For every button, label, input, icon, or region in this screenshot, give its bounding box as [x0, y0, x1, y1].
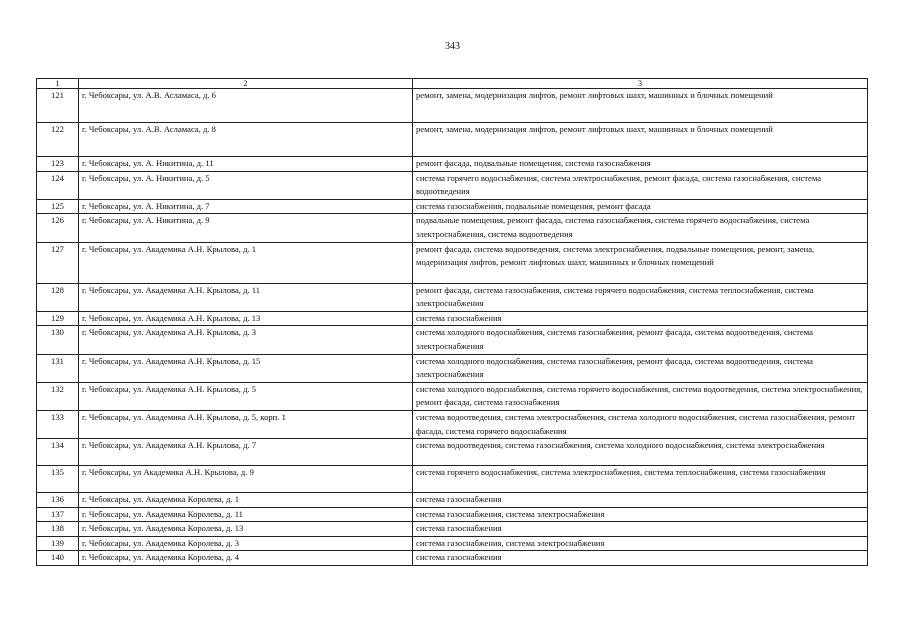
- table-row: [37, 536, 868, 551]
- row-address: г. Чебоксары, ул. А.В. Асламаса, д. 8: [79, 123, 413, 157]
- row-address: г. Чебоксары, ул. А. Никитина, д. 11: [79, 157, 413, 172]
- row-number: 132: [37, 382, 79, 410]
- row-works: ремонт фасада, система водоотведения, система электроснабжения, подвальные помещения, ремонт, замена, модернизация лифтов, ремонт лифтовых шахт, машинных и блочных помещений: [413, 242, 868, 283]
- row-address: г. Чебоксары, ул. А.В. Асламаса, д. 6: [79, 89, 413, 123]
- row-address: г. Чебоксары, ул. Академика Королева, д. 4: [79, 551, 413, 566]
- row-address: г. Чебоксары, ул. А. Никитина, д. 5: [79, 171, 413, 199]
- row-address: г. Чебоксары, ул. Академика А.Н. Крылова, д. 5, корп. 1: [79, 410, 413, 438]
- row-works: система газоснабжения, подвальные помещения, ремонт фасада: [413, 199, 868, 214]
- row-works: система газоснабжения: [413, 551, 868, 566]
- row-works: система водоотведения, система газоснабжения, система холодного водоснабжения, система электроснабжения: [413, 439, 868, 466]
- table-row: [37, 354, 868, 382]
- row-number: 124: [37, 171, 79, 199]
- page-number: 343: [445, 41, 460, 52]
- row-address: г. Чебоксары, ул. Академика Королева, д. 13: [79, 522, 413, 537]
- row-works: ремонт фасада, система газоснабжения, система горячего водоснабжения, система теплоснабжения, система электроснабжения: [413, 283, 868, 311]
- header-col-2: 2: [79, 79, 413, 89]
- row-number: 138: [37, 522, 79, 537]
- row-works: система газоснабжения: [413, 493, 868, 508]
- row-works: ремонт, замена, модернизация лифтов, ремонт лифтовых шахт, машинных и блочных помещений: [413, 89, 868, 123]
- row-works: система газоснабжения: [413, 522, 868, 537]
- row-address: г. Чебоксары, ул. Академика Королева, д. 11: [79, 507, 413, 522]
- table-row: [37, 283, 868, 311]
- row-address: г. Чебоксары, ул. Академика А.Н. Крылова, д. 5: [79, 382, 413, 410]
- row-address: г. Чебоксары, ул Академика А.Н. Крылова, д. 9: [79, 466, 413, 493]
- row-number: 139: [37, 536, 79, 551]
- table-row: [37, 123, 868, 157]
- row-address: г. Чебоксары, ул. Академика А.Н. Крылова, д. 11: [79, 283, 413, 311]
- row-number: 136: [37, 493, 79, 508]
- row-address: г. Чебоксары, ул. Академика Королева, д. 1: [79, 493, 413, 508]
- row-number: 129: [37, 311, 79, 326]
- row-address: г. Чебоксары, ул. А. Никитина, д. 9: [79, 214, 413, 242]
- table-row: [37, 551, 868, 566]
- row-works: ремонт, замена, модернизация лифтов, ремонт лифтовых шахт, машинных и блочных помещений: [413, 123, 868, 157]
- row-number: 140: [37, 551, 79, 566]
- row-works: система горячего водоснабжения, система электроснабжения, система теплоснабжения, система газоснабжения: [413, 466, 868, 493]
- header-col-3: 3: [413, 79, 868, 89]
- table-row: [37, 410, 868, 438]
- row-number: 128: [37, 283, 79, 311]
- table-row: [37, 157, 868, 172]
- table-row: [37, 439, 868, 466]
- row-address: г. Чебоксары, ул. Академика А.Н. Крылова, д. 1: [79, 242, 413, 283]
- row-works: подвальные помещения, ремонт фасада, система газоснабжения, система горячего водоснабжения, система электроснабжения, система водоотведения: [413, 214, 868, 242]
- row-number: 133: [37, 410, 79, 438]
- table-row: [37, 522, 868, 537]
- row-number: 127: [37, 242, 79, 283]
- row-number: 137: [37, 507, 79, 522]
- row-address: г. Чебоксары, ул. Академика А.Н. Крылова, д. 7: [79, 439, 413, 466]
- works-table: [36, 78, 868, 566]
- row-number: 123: [37, 157, 79, 172]
- table-row: [37, 171, 868, 199]
- row-number: 130: [37, 326, 79, 354]
- row-number: 126: [37, 214, 79, 242]
- row-works: система газоснабжения, система электроснабжения: [413, 536, 868, 551]
- row-address: г. Чебоксары, ул. Академика Королева, д. 3: [79, 536, 413, 551]
- table-row: [37, 311, 868, 326]
- row-address: г. Чебоксары, ул. Академика А.Н. Крылова, д. 3: [79, 326, 413, 354]
- row-number: 122: [37, 123, 79, 157]
- row-number: 125: [37, 199, 79, 214]
- table-row: [37, 326, 868, 354]
- row-number: 131: [37, 354, 79, 382]
- table-row: [37, 382, 868, 410]
- table-body: [37, 79, 868, 566]
- row-number: 121: [37, 89, 79, 123]
- row-works: система холодного водоснабжения, система газоснабжения, ремонт фасада, система водоотведения, система электроснабжения: [413, 354, 868, 382]
- row-works: ремонт фасада, подвальные помещения, система газоснабжения: [413, 157, 868, 172]
- row-works: система водоотведения, система электроснабжения, система холодного водоснабжения, система газоснабжения, ремонт фасада, система горячего водоснабжения: [413, 410, 868, 438]
- table-row: [37, 242, 868, 283]
- row-works: система горячего водоснабжения, система электроснабжения, ремонт фасада, система газоснабжения, система водоотведения: [413, 171, 868, 199]
- header-col-1: 1: [37, 79, 79, 89]
- row-address: г. Чебоксары, ул. Академика А.Н. Крылова, д. 15: [79, 354, 413, 382]
- row-works: система холодного водоснабжения, система горячего водоснабжения, система водоотведения, система электроснабжения, ремонт фасада, система газоснабжения: [413, 382, 868, 410]
- table-row: [37, 507, 868, 522]
- row-address: г. Чебоксары, ул. А. Никитина, д. 7: [79, 199, 413, 214]
- table-row: [37, 493, 868, 508]
- row-works: система газоснабжения: [413, 311, 868, 326]
- table-row: [37, 466, 868, 493]
- table-header-row: [37, 79, 868, 89]
- row-works: система газоснабжения, система электроснабжения: [413, 507, 868, 522]
- table-row: [37, 89, 868, 123]
- table-row: [37, 214, 868, 242]
- row-number: 135: [37, 466, 79, 493]
- row-address: г. Чебоксары, ул. Академика А.Н. Крылова, д. 13: [79, 311, 413, 326]
- row-number: 134: [37, 439, 79, 466]
- row-works: система холодного водоснабжения, система газоснабжения, ремонт фасада, система водоотведения, система электроснабжения: [413, 326, 868, 354]
- table-row: [37, 199, 868, 214]
